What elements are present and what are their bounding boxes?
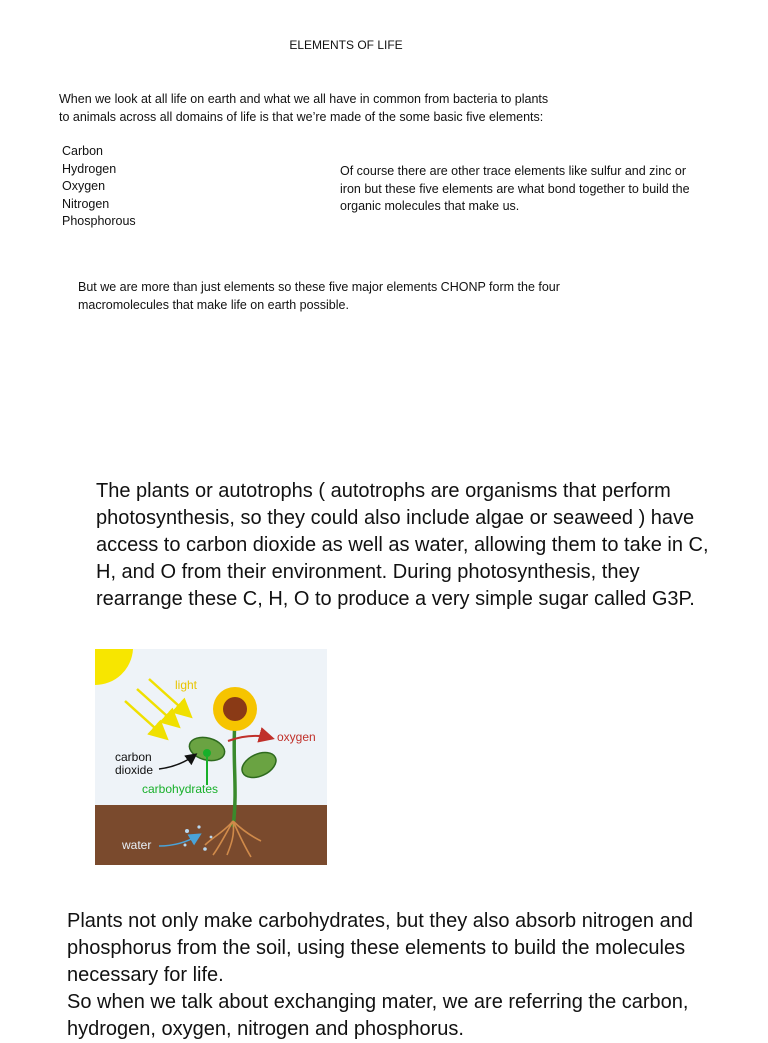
soil-ground bbox=[95, 805, 327, 865]
element-item-hydrogen: Hydrogen bbox=[62, 161, 117, 176]
intro-paragraph: When we look at all life on earth and what we all have in common from bacteria to plants to animals across all domains of life is that we’re made of the some basic five elements: bbox=[59, 92, 549, 124]
nutrients-paragraph: Plants not only make carbohydrates, but they also absorb nitrogen and phosphorus from the soil, using these elements to build the molecules necessary for life. So when we talk about exchanging mater, we are referring the carbon, hydrogen, oxygen, nitrogen and phosphorus. bbox=[67, 910, 693, 1040]
element-item-carbon: Carbon bbox=[62, 144, 103, 158]
macromolecules-paragraph: But we are more than just elements so these five major elements CHONP form the four macromolecules that make life on earth possible. bbox=[78, 280, 560, 312]
water-label: water bbox=[122, 838, 152, 852]
elements-list bbox=[62, 143, 136, 231]
element-item-nitrogen: Nitrogen bbox=[62, 196, 110, 211]
sunflower-icon bbox=[213, 687, 257, 731]
element-item-phosphorous: Phosphorous bbox=[62, 214, 136, 228]
carbon-dioxide-label-line2: dioxide bbox=[115, 763, 154, 777]
element-item-oxygen: Oxygen bbox=[62, 179, 106, 193]
document-title: ELEMENTS OF LIFE bbox=[289, 38, 403, 52]
light-label: light bbox=[175, 678, 198, 692]
photosynthesis-figure bbox=[95, 649, 327, 865]
trace-elements-note: Of course there are other trace elements like sulfur and zinc or iron but these five elements are what bond together to build the organic molecules that make us. bbox=[340, 164, 690, 213]
carbohydrates-label: carbohydrates bbox=[142, 782, 219, 796]
plant-stem bbox=[233, 721, 235, 827]
carbon-dioxide-label-line1: carbon bbox=[115, 750, 152, 764]
photosynthesis-illustration bbox=[95, 649, 327, 865]
autotrophs-paragraph: The plants or autotrophs ( autotrophs are organisms that perform photosynthesis, so they could also include algae or seaweed ) have access to carbon dioxide as well as water, allowing them to take in C, H, and O from their environment. During photosynthesis, they rearrange these C, H, O to produce a very simple sugar called G3P. bbox=[96, 480, 709, 610]
oxygen-label: oxygen bbox=[277, 730, 316, 744]
chloroplast-dot bbox=[203, 749, 211, 757]
